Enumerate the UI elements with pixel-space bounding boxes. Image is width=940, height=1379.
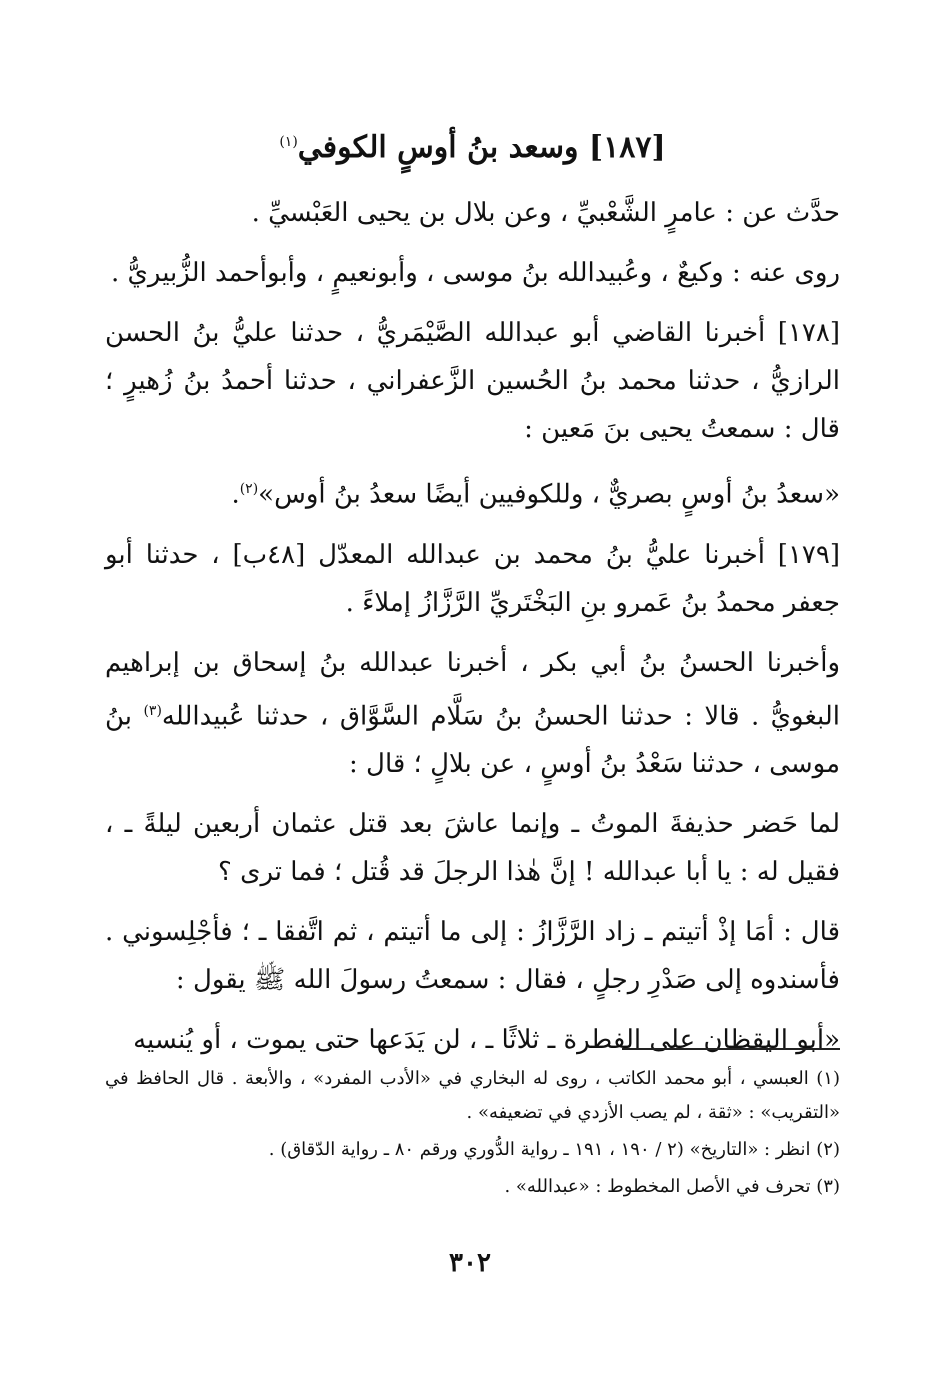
footnote-1: (١) العبسي ، أبو محمد الكاتب ، روى له البخاري في «الأدب المفرد» ، والأبعة . قال الحافظ في «التقريب» : «ثقة ، لم يصب الأزدي في تضعيفه» . — [105, 1068, 840, 1123]
footnote-ref-3: (٣) — [143, 702, 162, 719]
entry-heading — [105, 128, 840, 167]
footnote-separator — [622, 1048, 840, 1050]
paragraph-second-chain — [105, 639, 840, 789]
paragraph-quote-ibn-maeen — [105, 465, 840, 519]
paragraph-narrated-from: حدَّث عن : عامرٍ الشَّعْبيِّ ، وعن بلال بن يحيى العَبْسيِّ . — [251, 198, 840, 228]
paragraph-hadith: «أبو اليقظان على الفطرة ـ ثلاثًا ـ ، لن يَدَعها حتى يموت ، أو يُنسيه — [133, 1025, 840, 1056]
chain-text: وأخبرنا الحسنُ بنُ أبي بكر ، أخبرنا عبدالله بنُ إسحاق بن إبراهيم البغويُّ . قالا : حدثنا الحسنُ بنُ سَلَّام السَّوَّاق ، حدثنا عُبيدالله — [105, 647, 840, 732]
quote-text: «سعدُ بنُ أوسٍ بصريٌّ ، وللكوفيين أيضًا سعدُ بنُ أوس» — [258, 479, 840, 510]
chain-tail: بنُ موسى ، حدثنا سَعْدُ بنُ أوسٍ ، عن بلالٍ ؛ قال : — [105, 701, 840, 780]
paragraph-narrators: روى عنه : وكيعٌ ، وعُبيدالله بنُ موسى ، وأبونعيمٍ ، وأبوأحمد الزُّبيريُّ . — [110, 258, 840, 288]
footnote-3: (٣) تحرف في الأصل المخطوط : «عبدالله» . — [504, 1176, 840, 1197]
paragraph-hudhayfa: لما حَضر حذيفةَ الموتُ ـ وإنما عاشَ بعد قتل عثمان أربعين ليلةً ـ ، فقيل له : يا أبا عبدالله ! إنَّ هٰذا الرجلَ قد قُتل ؛ فما ترى ؟ — [105, 809, 840, 888]
page-number: ٣٠٢ — [449, 1248, 491, 1278]
quote-end: . — [231, 479, 240, 510]
main-text — [105, 128, 840, 1076]
footnote-ref-2: (٢) — [239, 481, 259, 497]
paragraph-report-178: [١٧٨] أخبرنا القاضي أبو عبدالله الصَّيْمَريُّ ، حدثنا عليُّ بنُ الحسن الرازيُّ ، حدثنا محمد بنُ الحُسين الزَّعفراني ، حدثنا أحمدُ بنُ زُهيرٍ ؛ قال : سمعتُ يحيى بنَ مَعين : — [105, 318, 840, 444]
entry-heading-text: [١٨٧] وسعد بنُ أوسٍ الكوفي — [297, 130, 666, 165]
footnote-2: (٢) انظر : «التاريخ» (٢ / ١٩٠ ، ١٩١ ـ رواية الدُّوري ورقم ٨٠ ـ رواية الدّقاق) . — [268, 1139, 840, 1160]
paragraph-report-179: [١٧٩] أخبرنا عليُّ بنُ محمد بن عبدالله المعدّل [٤٨ب] ، حدثنا أبو جعفر محمدُ بنُ عَمرو بنِ البَخْتَريِّ الرَّزَّازُ إملاءً . — [105, 539, 841, 618]
paragraph-qala: قال : أمَا إذْ أتيتم ـ زاد الرَّزَّازُ : إلى ما أتيتم ، ثم اتَّفقا ـ ؛ فأجْلِسوني . فأسندوه إلى صَدْرِ رجلٍ ، فقال : سمعتُ رسولَ الله ﷺ يقول : — [105, 917, 840, 996]
footnote-ref-1: (١) — [279, 134, 298, 150]
footnotes — [105, 1062, 840, 1207]
